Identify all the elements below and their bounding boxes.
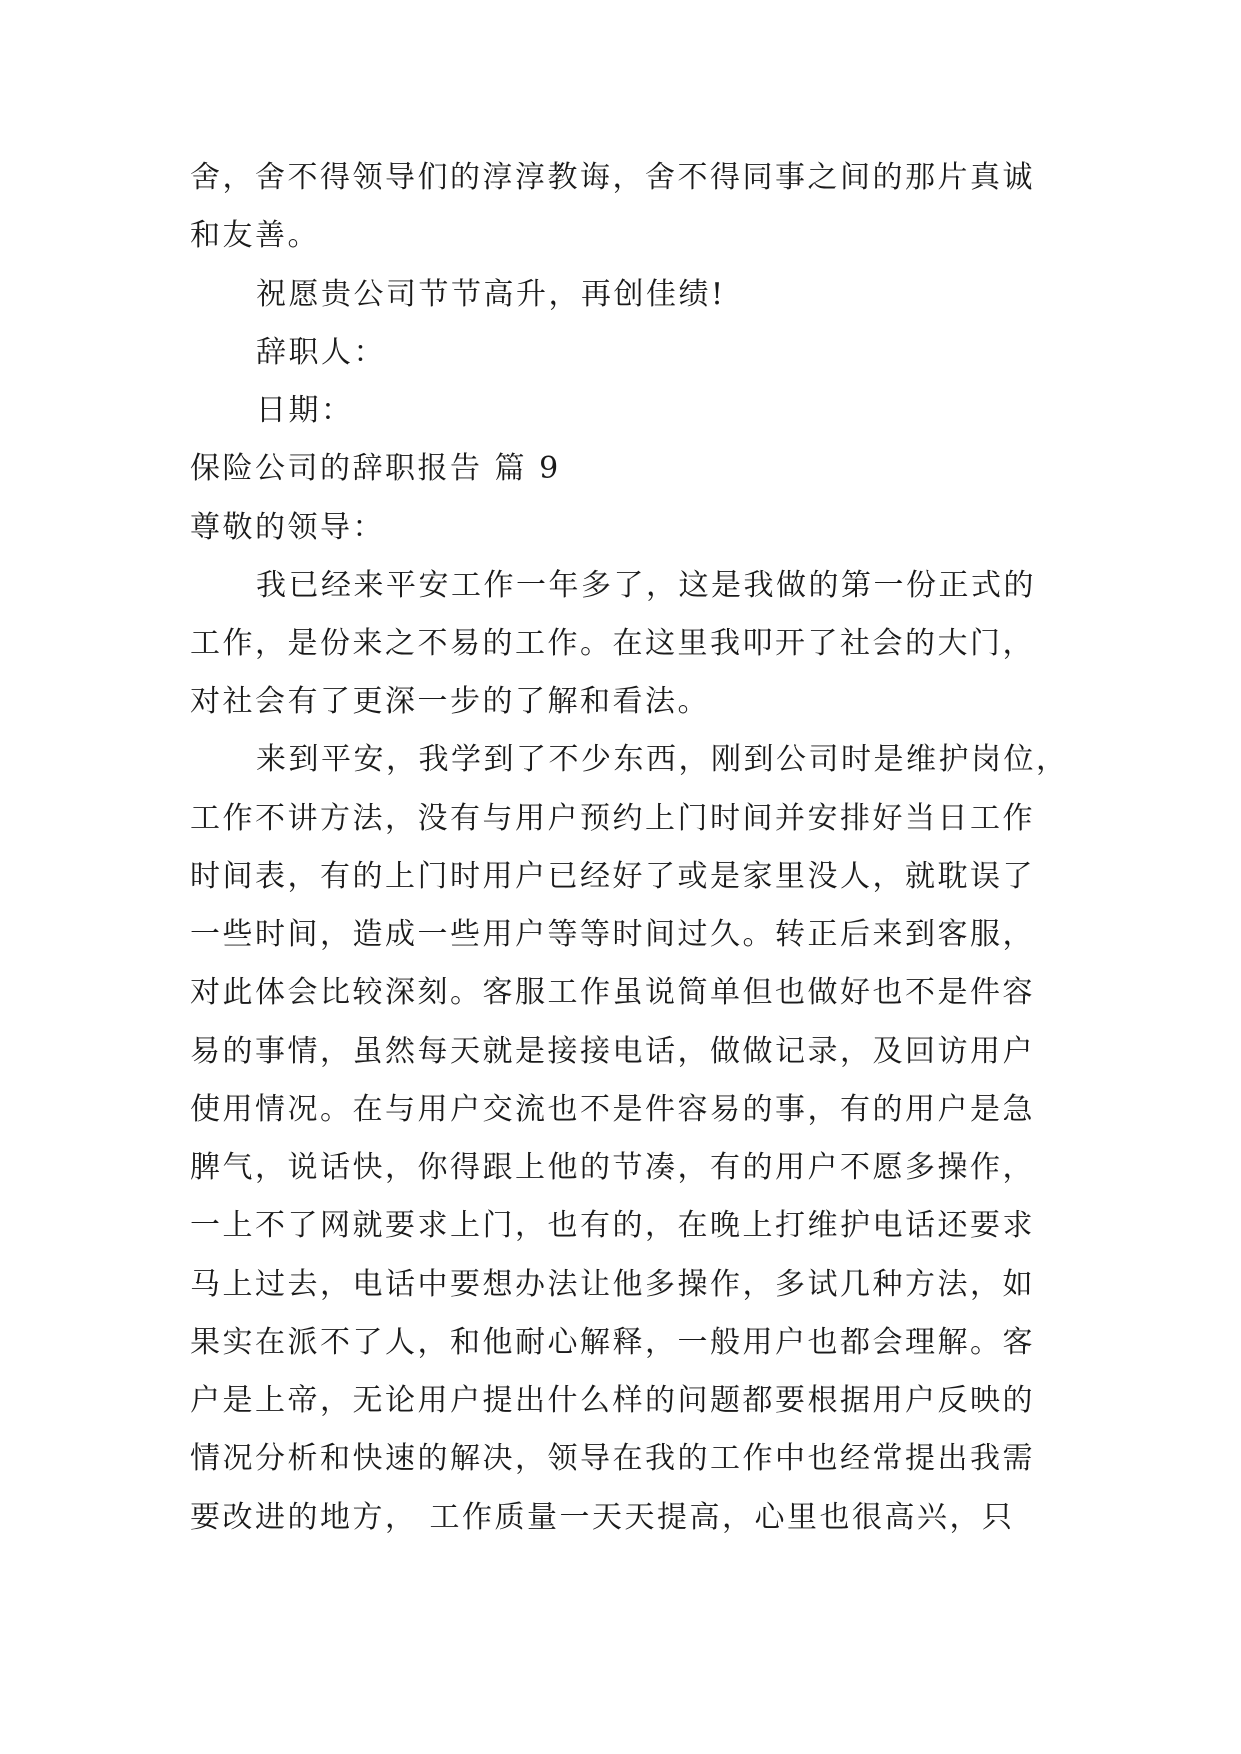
- paragraph2-line: 来到平安，我学到了不少东西，刚到公司时是维护岗位，: [256, 742, 1069, 777]
- paragraph2-line: 果实在派不了人，和他耐心解释，一般用户也都会理解。客: [190, 1325, 1035, 1360]
- paragraph2-line: 易的事情，虽然每天就是接接电话，做做记录，及回访用户: [190, 1034, 1035, 1069]
- paragraph2-line: 户是上帝，无论用户提出什么样的问题都要根据用户反映的: [190, 1383, 1035, 1418]
- closing-wish: 祝愿贵公司节节高升，再创佳绩!: [256, 277, 726, 312]
- paragraph2-line: 一上不了网就要求上门，也有的，在晚上打维护电话还要求: [190, 1208, 1035, 1243]
- closing-line-2: 和友善。: [190, 218, 320, 253]
- paragraph2-line: 脾气，说话快，你得跟上他的节凑，有的用户不愿多操作，: [190, 1150, 1035, 1185]
- paragraph2-line: 一些时间，造成一些用户等等时间过久。转正后来到客服，: [190, 917, 1035, 952]
- closing-line-1: 舍，舍不得领导们的淳淳教诲，舍不得同事之间的那片真诚: [190, 160, 1035, 195]
- paragraph2-line: 对此体会比较深刻。客服工作虽说简单但也做好也不是件容: [190, 975, 1035, 1010]
- paragraph2-line: 工作不讲方法，没有与用户预约上门时间并安排好当日工作: [190, 801, 1035, 836]
- paragraph2-line: 情况分析和快速的解决，领导在我的工作中也经常提出我需: [190, 1441, 1035, 1476]
- section-title: 保险公司的辞职报告 篇 9: [190, 451, 561, 486]
- paragraph1-line: 工作，是份来之不易的工作。在这里我叩开了社会的大门，: [190, 626, 1035, 661]
- resigner-label: 辞职人：: [256, 335, 386, 370]
- paragraph2-line: 使用情况。在与用户交流也不是件容易的事，有的用户是急: [190, 1092, 1035, 1127]
- paragraph2-line: 要改进的地方， 工作质量一天天提高，心里也很高兴，只: [190, 1500, 1015, 1535]
- paragraph1-line: 我已经来平安工作一年多了，这是我做的第一份正式的: [256, 568, 1036, 603]
- date-label: 日期：: [256, 393, 354, 428]
- salutation: 尊敬的领导：: [190, 510, 385, 545]
- paragraph1-line: 对社会有了更深一步的了解和看法。: [190, 684, 710, 719]
- paragraph2-line: 时间表，有的上门时用户已经好了或是家里没人，就耽误了: [190, 859, 1035, 894]
- paragraph2-line: 马上过去，电话中要想办法让他多操作，多试几种方法，如: [190, 1267, 1035, 1302]
